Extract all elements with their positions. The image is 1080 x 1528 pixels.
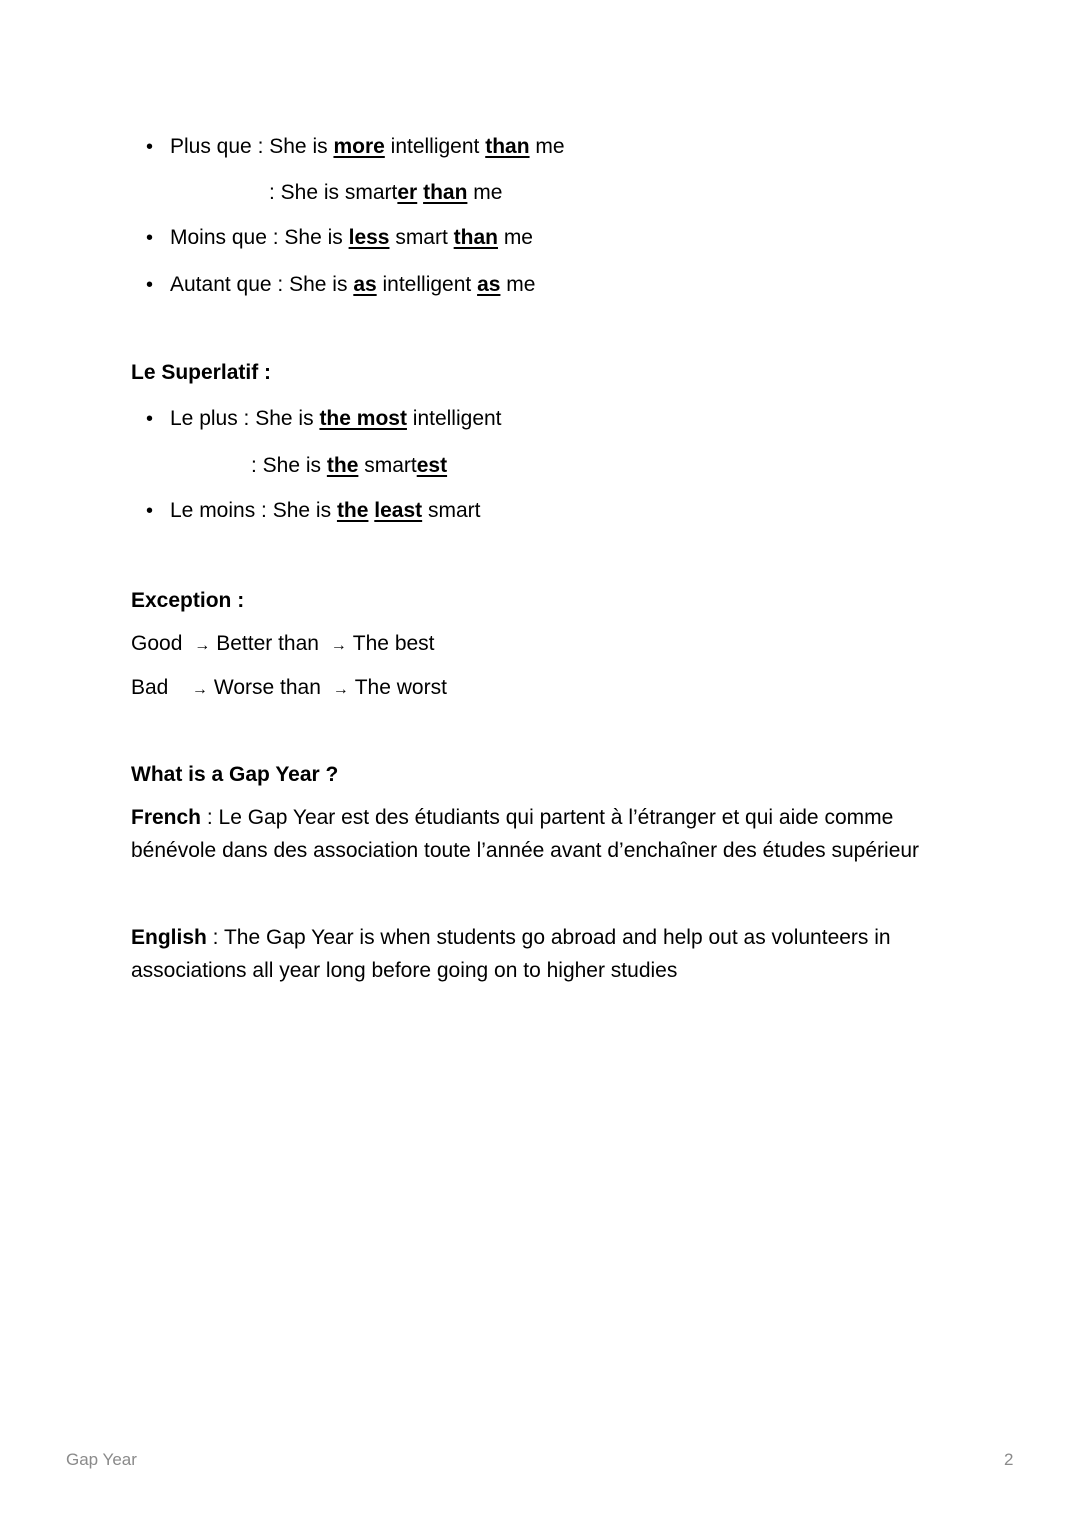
keyword: the <box>326 454 359 477</box>
bullet-marker: • <box>146 408 154 430</box>
plus-que-alt-line: : She is smarter than me <box>269 181 503 204</box>
bullet-marker: • <box>146 227 154 249</box>
autant-que-line: Autant que : She is as intelligent as me <box>170 273 536 296</box>
keyword: than <box>453 226 498 249</box>
bullet-marker: • <box>146 274 154 296</box>
page-number: 2 <box>1004 1450 1014 1469</box>
bullet-marker: • <box>146 500 154 522</box>
exception-good-line: Good → Better than → The best <box>131 632 435 655</box>
le-plus-line: Le plus : She is the most intelligent <box>170 407 502 430</box>
arrow-right-icon: → <box>330 637 347 654</box>
keyword: more <box>333 135 385 158</box>
footer-title: Gap Year <box>66 1450 137 1469</box>
keyword: least <box>374 499 423 522</box>
exception-heading: Exception : <box>131 589 245 612</box>
keyword: er <box>397 181 418 204</box>
superlatif-heading: Le Superlatif : <box>131 361 272 384</box>
keyword: than <box>485 135 530 158</box>
arrow-right-icon: → <box>191 681 208 698</box>
keyword: as <box>477 273 501 296</box>
exception-bad-line: Bad → Worse than → The worst <box>131 676 447 699</box>
french-paragraph: French : Le Gap Year est des étudiants qui partent à l’étranger et qui aide comme bénévole dans des association toute l’année avant d’enchaîner des études supérieur <box>131 806 920 862</box>
keyword: than <box>423 181 468 204</box>
keyword: the <box>336 499 369 522</box>
gap-year-heading: What is a Gap Year ? <box>131 763 339 786</box>
bullet-marker: • <box>146 136 154 158</box>
keyword: the most <box>319 407 407 430</box>
plus-que-line: Plus que : She is more intelligent than me <box>170 135 565 158</box>
le-plus-alt-line: : She is the smartest <box>251 454 448 477</box>
le-moins-line: Le moins : She is the least smart <box>170 499 481 522</box>
moins-que-line: Moins que : She is less smart than me <box>170 226 533 249</box>
keyword: as <box>353 273 377 296</box>
english-paragraph: English : The Gap Year is when students go abroad and help out as volunteers in associations all year long before going on to higher studies <box>131 926 891 982</box>
keyword: less <box>348 226 390 249</box>
arrow-right-icon: → <box>194 637 211 654</box>
keyword: est <box>416 454 448 477</box>
arrow-right-icon: → <box>332 681 349 698</box>
